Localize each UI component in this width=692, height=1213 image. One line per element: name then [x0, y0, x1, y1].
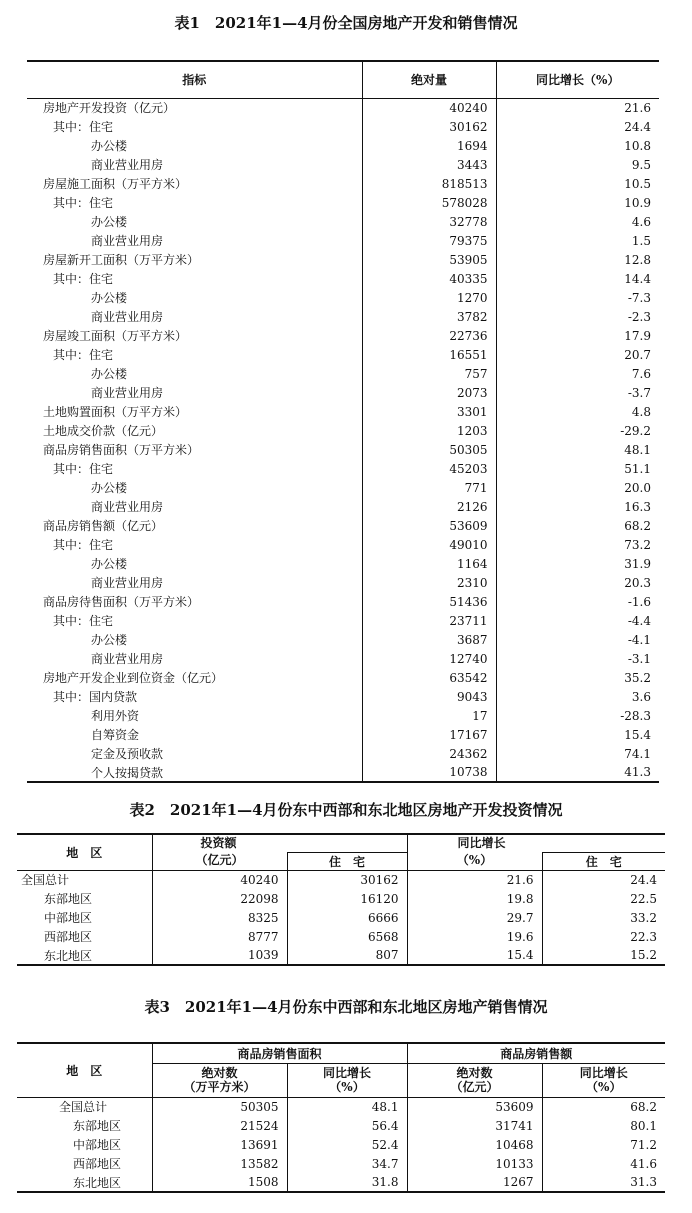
table-row [27, 193, 659, 212]
row-growth: 24.4 [624, 119, 651, 134]
row-growth: 17.9 [624, 328, 651, 343]
row-absolute: 63542 [362, 668, 496, 687]
table-row [17, 908, 665, 927]
row-growth: 21.6 [624, 100, 651, 115]
row-area: 13691 [152, 1135, 287, 1154]
row-absolute: 1270 [362, 288, 496, 307]
row-region: 东北地区 [17, 1173, 152, 1192]
row-growth: 12.8 [624, 252, 651, 267]
table3-title: 表3 2021年1—4月份东中西部和东北地区房地产销售情况 [144, 998, 548, 1016]
row-growth: -3.7 [627, 385, 651, 400]
row-label: 其中：国内贷款 [27, 687, 362, 706]
row-absolute: 53905 [362, 250, 496, 269]
row-area-growth: 34.7 [287, 1154, 407, 1173]
row-growth: -4.1 [627, 632, 651, 647]
row-area: 21524 [152, 1116, 287, 1135]
table-row [27, 307, 659, 326]
row-area-growth: 31.8 [287, 1173, 407, 1192]
table-row [27, 421, 659, 440]
row-area: 1508 [152, 1173, 287, 1192]
row-growth: 15.4 [407, 946, 542, 965]
row-sales-growth: 31.3 [542, 1173, 665, 1192]
table-row [27, 174, 659, 193]
t3-header-area-growth: 同比增长 （%） [287, 1063, 407, 1097]
row-absolute: 771 [362, 478, 496, 497]
t3-header-sales-growth: 同比增长 （%） [542, 1063, 665, 1097]
row-absolute: 51436 [362, 592, 496, 611]
row-absolute: 3782 [362, 307, 496, 326]
header-absolute: 绝对量 [362, 61, 496, 98]
row-sales-growth: 68.2 [630, 1099, 657, 1114]
row-invest: 40240 [152, 870, 287, 889]
row-absolute: 2310 [362, 573, 496, 592]
row-label: 定金及预收款 [27, 744, 362, 763]
row-absolute: 2073 [362, 383, 496, 402]
row-region: 东部地区 [17, 1116, 152, 1135]
row-growth: 41.3 [496, 763, 659, 782]
row-growth: 14.4 [624, 271, 651, 286]
row-absolute: 578028 [362, 193, 496, 212]
t3-header-region: 地 区 [17, 1043, 152, 1097]
row-growth: -29.2 [620, 423, 651, 438]
row-growth: 21.6 [407, 870, 542, 889]
table1 [27, 60, 659, 783]
table-row [27, 592, 659, 611]
row-region: 东北地区 [17, 946, 152, 965]
table-row [27, 117, 659, 136]
row-growth: 48.1 [624, 442, 651, 457]
row-growth: 16.3 [624, 499, 651, 514]
table-row [17, 1116, 665, 1135]
row-region: 东部地区 [17, 889, 152, 908]
table-row [27, 288, 659, 307]
row-label: 办公楼 [27, 630, 362, 649]
row-label: 办公楼 [27, 288, 362, 307]
row-growth: 31.9 [624, 556, 651, 571]
row-label: 办公楼 [27, 478, 362, 497]
row-growth: 3.6 [631, 689, 651, 704]
row-absolute: 50305 [362, 440, 496, 459]
table-row [27, 345, 659, 364]
row-sales: 1267 [407, 1173, 542, 1192]
row-growth: 10.8 [624, 138, 651, 153]
row-growth: -2.3 [627, 309, 651, 324]
row-absolute: 3443 [362, 155, 496, 174]
table-row [27, 687, 659, 706]
row-growth: 73.2 [624, 537, 651, 552]
row-label: 商业营业用房 [27, 231, 362, 250]
row-label: 办公楼 [27, 554, 362, 573]
row-label: 商业营业用房 [27, 155, 362, 174]
table-row [27, 668, 659, 687]
row-growth: 35.2 [624, 670, 651, 685]
table-row [17, 1097, 665, 1116]
table-row [27, 478, 659, 497]
row-residential: 6568 [287, 927, 407, 946]
row-area-growth: 52.4 [287, 1135, 407, 1154]
table-row [27, 630, 659, 649]
header-indicator: 指标 [27, 61, 362, 98]
row-absolute: 12740 [362, 649, 496, 668]
row-sales: 31741 [407, 1116, 542, 1135]
row-growth: -3.1 [627, 651, 651, 666]
t2-header-residential-growth: 住 宅 [542, 852, 665, 870]
row-label: 土地购置面积（万平方米） [27, 402, 362, 421]
row-region: 西部地区 [17, 1154, 152, 1173]
row-sales-growth: 71.2 [630, 1137, 657, 1152]
table-row [27, 649, 659, 668]
row-absolute: 53609 [362, 516, 496, 535]
row-absolute: 49010 [362, 535, 496, 554]
t3-header-sales: 商品房销售额 [407, 1043, 665, 1063]
row-area-growth: 56.4 [287, 1116, 407, 1135]
table-row [27, 611, 659, 630]
row-growth: 19.8 [407, 889, 542, 908]
row-label: 办公楼 [27, 212, 362, 231]
table-row [17, 927, 665, 946]
row-region: 中部地区 [17, 1135, 152, 1154]
table-row [27, 402, 659, 421]
row-sales: 53609 [407, 1097, 542, 1116]
table-row [17, 1154, 665, 1173]
row-label: 办公楼 [27, 136, 362, 155]
row-label: 房屋新开工面积（万平方米） [27, 250, 362, 269]
row-invest: 1039 [152, 946, 287, 965]
table1-title: 表1 2021年1—4月份全国房地产开发和销售情况 [174, 14, 518, 32]
row-region: 全国总计 [17, 1097, 152, 1116]
t2-header-growth-unit: （%） [407, 852, 542, 870]
row-absolute: 818513 [362, 174, 496, 193]
table-row [27, 383, 659, 402]
t2-header-invest: 投资额 [152, 834, 407, 852]
table-row [17, 946, 665, 965]
table3 [17, 1042, 665, 1193]
row-label: 商品房销售面积（万平方米） [27, 440, 362, 459]
row-label: 商品房销售额（亿元） [27, 516, 362, 535]
row-growth: 29.7 [407, 908, 542, 927]
table2-title: 表2 2021年1—4月份东中西部和东北地区房地产开发投资情况 [129, 801, 563, 819]
t3-header-area: 商品房销售面积 [152, 1043, 407, 1063]
row-growth: 4.6 [631, 214, 651, 229]
row-label: 利用外资 [27, 706, 362, 725]
row-growth: 68.2 [624, 518, 651, 533]
row-growth: 1.5 [631, 233, 651, 248]
row-absolute: 16551 [362, 345, 496, 364]
row-label: 其中：住宅 [27, 345, 362, 364]
row-label: 其中：住宅 [27, 535, 362, 554]
table-row [27, 497, 659, 516]
table-row [27, 269, 659, 288]
row-absolute: 30162 [362, 117, 496, 136]
row-absolute: 17167 [362, 725, 496, 744]
row-residential: 807 [287, 946, 407, 965]
t2-header-invest-unit: （亿元） [152, 852, 287, 870]
row-growth: 19.6 [407, 927, 542, 946]
table-row [17, 870, 665, 889]
row-label: 商业营业用房 [27, 307, 362, 326]
row-absolute: 1694 [362, 136, 496, 155]
header-growth: 同比增长（%） [496, 61, 659, 98]
table-row [27, 763, 659, 782]
row-label: 商品房待售面积（万平方米） [27, 592, 362, 611]
row-area: 50305 [152, 1097, 287, 1116]
row-residential-growth: 22.3 [630, 929, 657, 944]
row-label: 房屋竣工面积（万平方米） [27, 326, 362, 345]
t2-header-residential: 住 宅 [287, 852, 407, 870]
row-label: 房屋施工面积（万平方米） [27, 174, 362, 193]
table-row [27, 554, 659, 573]
row-growth: 51.1 [624, 461, 651, 476]
row-growth: -1.6 [627, 594, 651, 609]
row-invest: 8777 [152, 927, 287, 946]
t2-header-region: 地 区 [17, 834, 152, 870]
table-row [17, 1173, 665, 1192]
table-row [17, 889, 665, 908]
row-absolute: 1164 [362, 554, 496, 573]
row-label: 自筹资金 [27, 725, 362, 744]
row-sales: 10468 [407, 1135, 542, 1154]
row-label: 办公楼 [27, 364, 362, 383]
row-growth: 15.4 [624, 727, 651, 742]
row-invest: 22098 [152, 889, 287, 908]
row-growth: 20.3 [624, 575, 651, 590]
row-growth: 74.1 [624, 746, 651, 761]
row-absolute: 9043 [362, 687, 496, 706]
row-growth: 10.9 [624, 195, 651, 210]
row-area-growth: 48.1 [287, 1097, 407, 1116]
row-label: 其中：住宅 [27, 459, 362, 478]
table2 [17, 833, 665, 966]
row-label: 土地成交价款（亿元） [27, 421, 362, 440]
row-absolute: 40240 [362, 98, 496, 117]
table-row [27, 98, 659, 117]
table-row [27, 516, 659, 535]
row-absolute: 24362 [362, 744, 496, 763]
row-area: 13582 [152, 1154, 287, 1173]
row-growth: 9.5 [631, 157, 651, 172]
row-residential-growth: 15.2 [542, 946, 665, 965]
row-growth: 7.6 [631, 366, 651, 381]
row-residential-growth: 33.2 [630, 910, 657, 925]
row-label: 个人按揭贷款 [27, 763, 362, 782]
row-growth: -28.3 [620, 708, 651, 723]
row-label: 其中：住宅 [27, 117, 362, 136]
row-region: 西部地区 [17, 927, 152, 946]
row-label: 商业营业用房 [27, 383, 362, 402]
t3-header-area-abs: 绝对数 （万平方米） [152, 1063, 287, 1097]
row-residential: 6666 [287, 908, 407, 927]
row-absolute: 757 [362, 364, 496, 383]
row-label: 房地产开发企业到位资金（亿元） [27, 668, 362, 687]
row-growth: 10.5 [624, 176, 651, 191]
row-growth: 20.7 [624, 347, 651, 362]
row-absolute: 17 [362, 706, 496, 725]
table-row [27, 706, 659, 725]
row-absolute: 3687 [362, 630, 496, 649]
row-label: 其中：住宅 [27, 611, 362, 630]
row-absolute: 3301 [362, 402, 496, 421]
row-residential-growth: 24.4 [630, 872, 657, 887]
row-region: 全国总计 [17, 870, 152, 889]
row-absolute: 10738 [362, 763, 496, 782]
table-row [27, 535, 659, 554]
table-row [27, 744, 659, 763]
table-row [27, 573, 659, 592]
row-absolute: 45203 [362, 459, 496, 478]
row-region: 中部地区 [17, 908, 152, 927]
row-growth: 4.8 [631, 404, 651, 419]
row-residential: 30162 [287, 870, 407, 889]
row-label: 商业营业用房 [27, 573, 362, 592]
row-label: 商业营业用房 [27, 649, 362, 668]
row-absolute: 23711 [362, 611, 496, 630]
row-label: 其中：住宅 [27, 193, 362, 212]
table-row [17, 1135, 665, 1154]
table-row [27, 136, 659, 155]
t2-header-growth: 同比增长 [407, 834, 665, 852]
row-absolute: 2126 [362, 497, 496, 516]
row-growth: -4.4 [627, 613, 651, 628]
row-invest: 8325 [152, 908, 287, 927]
row-absolute: 40335 [362, 269, 496, 288]
row-residential-growth: 22.5 [630, 891, 657, 906]
row-label: 其中：住宅 [27, 269, 362, 288]
table-row [27, 155, 659, 174]
row-growth: 20.0 [624, 480, 651, 495]
table-row [27, 364, 659, 383]
row-absolute: 22736 [362, 326, 496, 345]
table-row [27, 725, 659, 744]
table-row [27, 250, 659, 269]
table-row [27, 459, 659, 478]
table-row [27, 326, 659, 345]
row-growth: -7.3 [627, 290, 651, 305]
row-label: 商业营业用房 [27, 497, 362, 516]
table-row [27, 212, 659, 231]
row-absolute: 1203 [362, 421, 496, 440]
t3-header-sales-abs: 绝对数 （亿元） [407, 1063, 542, 1097]
table-row [27, 231, 659, 250]
row-absolute: 32778 [362, 212, 496, 231]
table-row [27, 440, 659, 459]
row-absolute: 79375 [362, 231, 496, 250]
row-sales-growth: 80.1 [630, 1118, 657, 1133]
row-sales-growth: 41.6 [630, 1156, 657, 1171]
row-sales: 10133 [407, 1154, 542, 1173]
row-label: 房地产开发投资（亿元） [27, 98, 362, 117]
row-residential: 16120 [287, 889, 407, 908]
